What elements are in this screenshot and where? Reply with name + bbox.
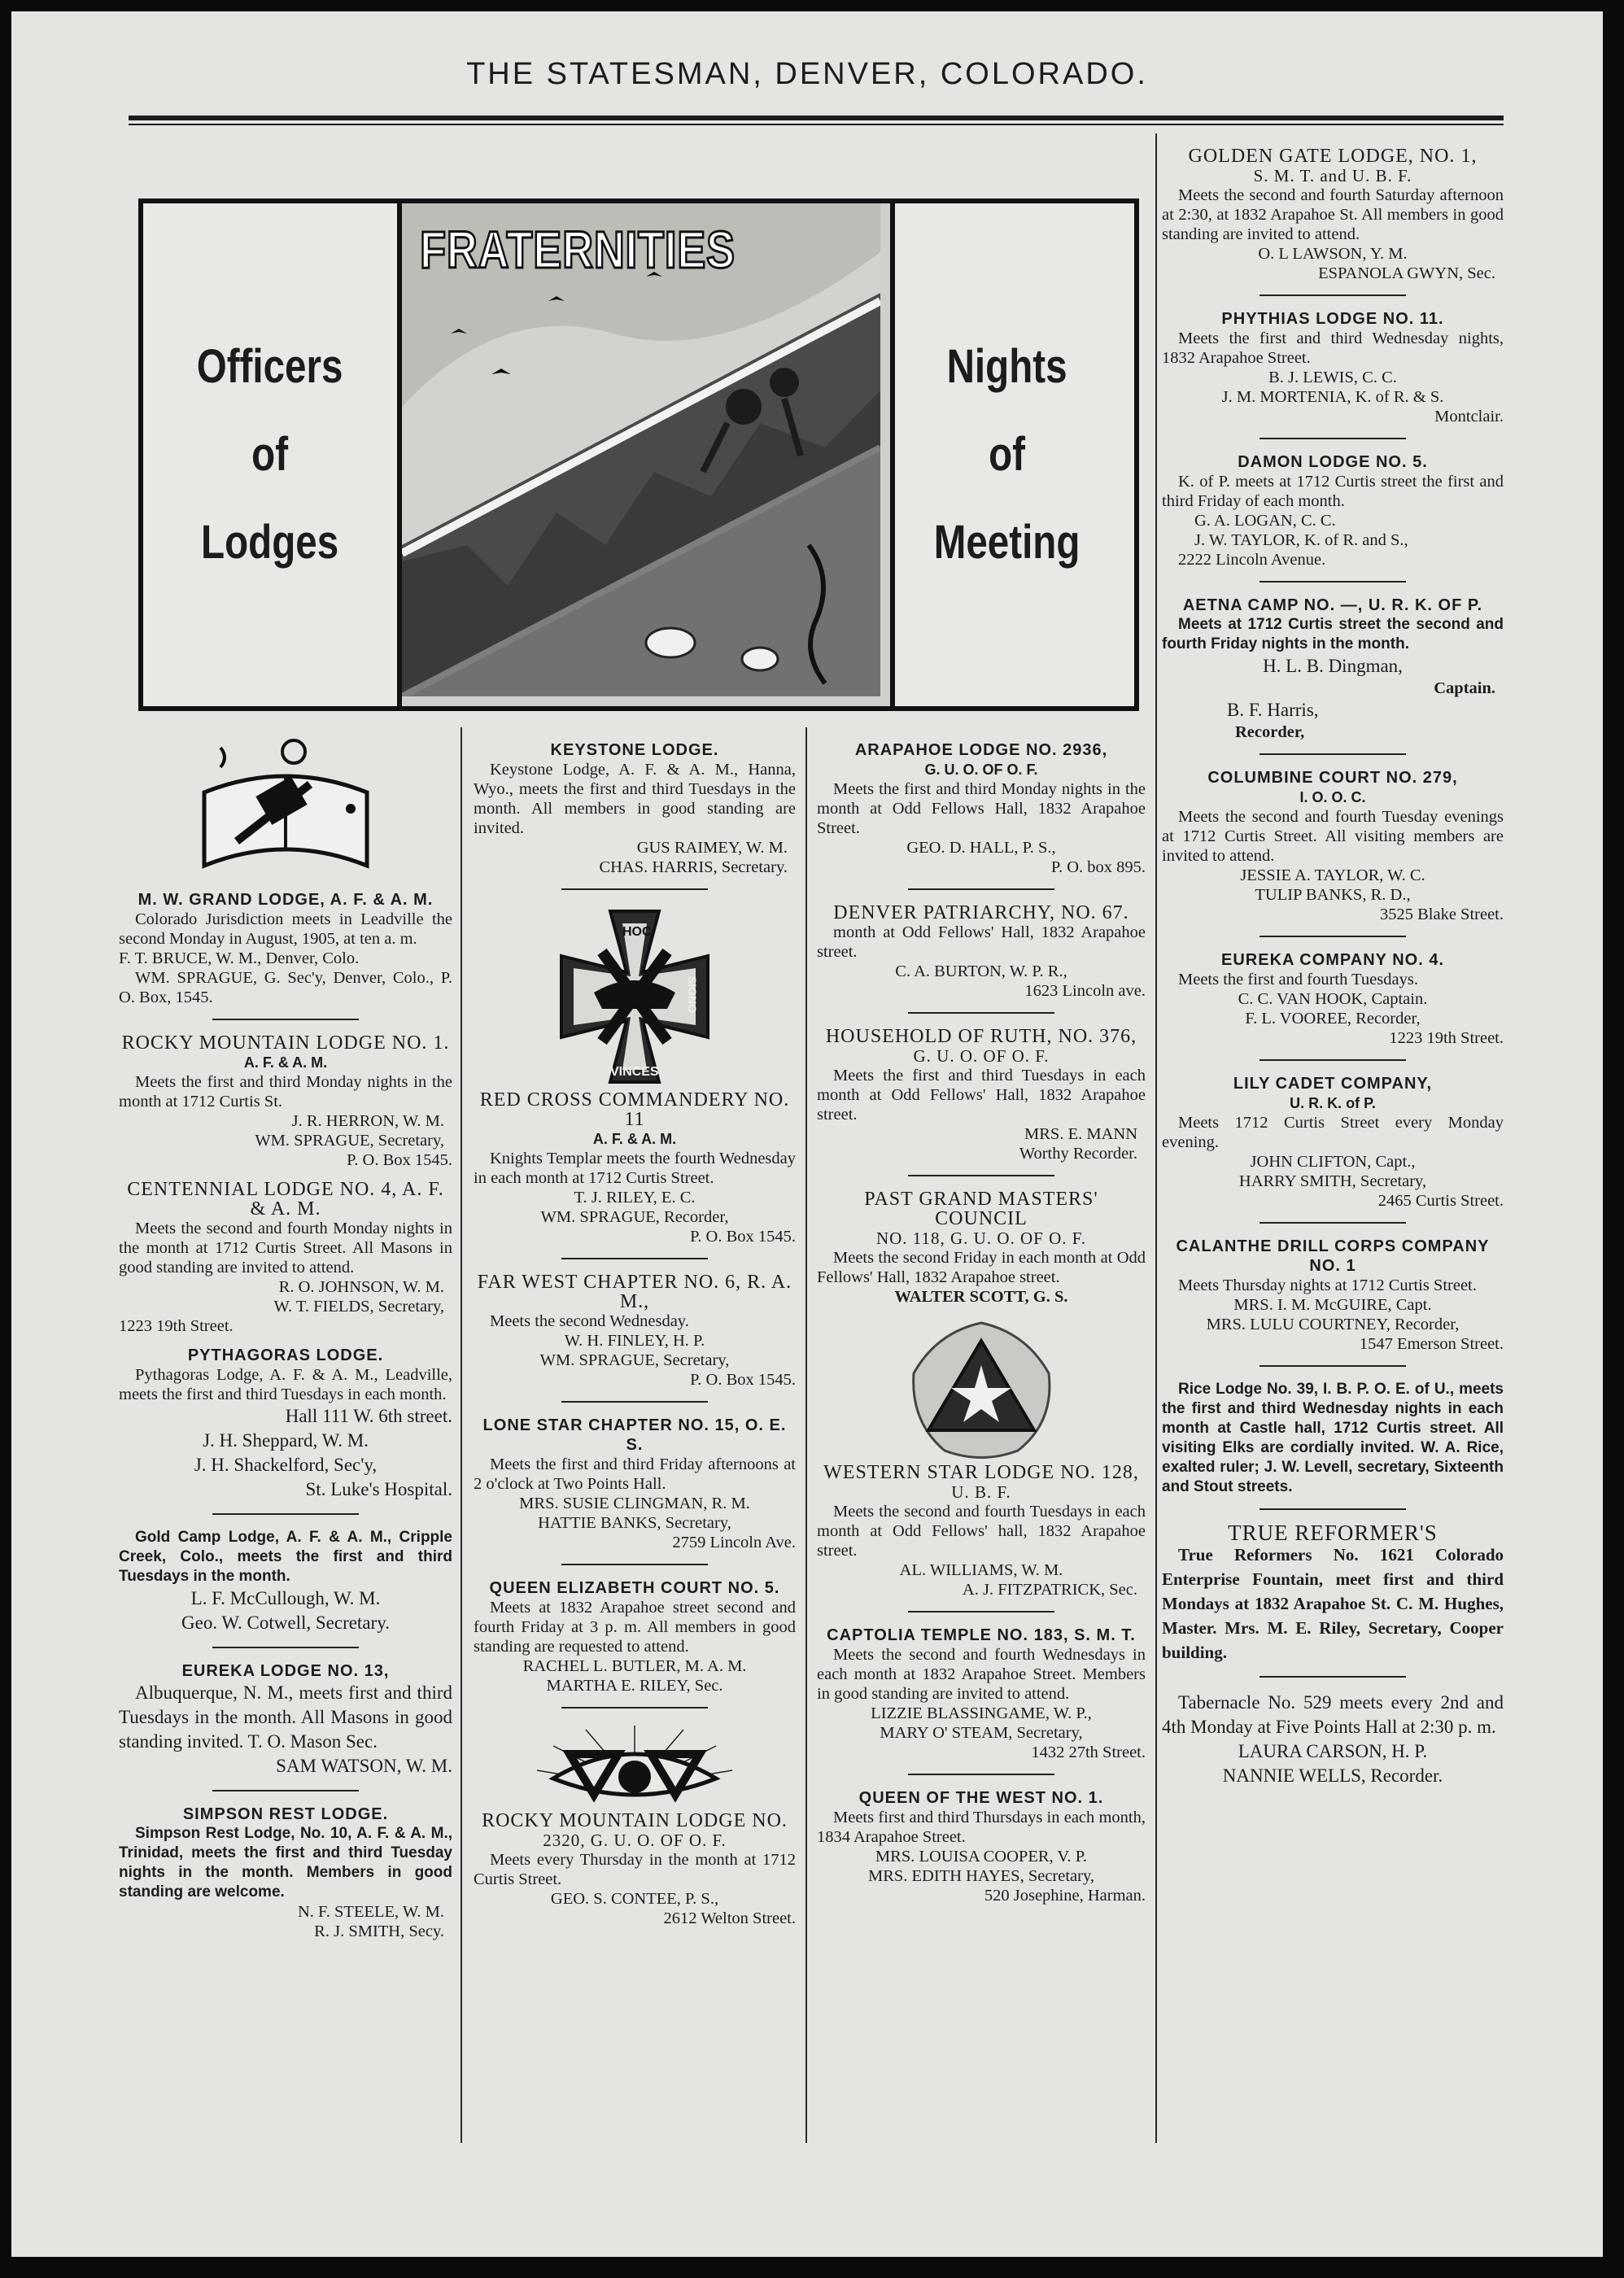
cross-motto-signo: SIGNO — [686, 976, 699, 1014]
western-star-lodge-notice: WESTERN STAR LODGE NO. 128, U. B. F. Meets the second and fourth Tuesdays in each month at Odd Fellows' hall, 1832 Arapahoe street. AL. WILLIAMS, W. M. A. J. FITZPATRICK, Sec. — [817, 1462, 1146, 1599]
golden-gate-lodge-notice: GOLDEN GATE LODGE, NO. 1, S. M. T. and U. B. F. Meets the second and fourth Saturday afternoon at 2:30, at 1832 Arapahoe St. All members in good standing are invited to attend. O. L LAWSON, Y. M. ESPANOLA GWYN, Sec. — [1162, 146, 1504, 282]
lily-cadet-company-notice: LILY CADET COMPANY, U. R. K. of P. Meets 1712 Curtis Street every Monday evening. JOHN CLIFTON, Capt., HARRY SMITH, Secretary, 2465 Curtis Street. — [1162, 1075, 1504, 1210]
separator — [1259, 1059, 1406, 1061]
centennial-lodge-notice: CENTENNIAL LODGE NO. 4, A. F. & A. M. Meets the second and fourth Monday nights in the month at 1712 Curtis Street. All Masons in good standing are invited to attend. R. O. JOHNSON, W. M. W. T. FIELDS, Secretary, 1223 19th Street. — [119, 1179, 452, 1335]
running-header: THE STATESMAN, DENVER, COLORADO. — [466, 57, 1148, 91]
newspaper-page — [11, 11, 1603, 2257]
separator — [1259, 1365, 1406, 1367]
knights-templar-cross-emblem — [545, 903, 724, 1090]
column-divider-2 — [805, 727, 807, 2143]
banner-right-text: Nights of Meeting — [934, 340, 1080, 569]
lone-star-chapter-notice: LONE STAR CHAPTER NO. 15, O. E. S. Meets the first and third Friday afternoons at 2 o'clock at Two Points Hall. MRS. SUSIE CLINGMAN, R. M. HATTIE BANKS, Secretary, 2759 Lincoln Ave. — [474, 1416, 796, 1551]
separator — [212, 1019, 359, 1020]
separator — [908, 1774, 1054, 1775]
rocky-mountain-lodge-notice: ROCKY MOUNTAIN LODGE NO. 1. A. F. & A. M. Meets the first and third Monday nights in the month at 1712 Curtis St. J. R. HERRON, W. M. WM. SPRAGUE, Secretary, P. O. Box 1545. — [119, 1032, 452, 1169]
column-3 — [817, 740, 1146, 1915]
separator — [561, 1401, 708, 1403]
separator — [1259, 753, 1406, 755]
banner-left-panel — [143, 203, 397, 706]
queen-of-the-west-notice: QUEEN OF THE WEST NO. 1. Meets first and third Thursdays in each month, 1834 Arapahoe Street. MRS. LOUISA COOPER, V. P. MRS. EDITH HAYES, Secretary, 520 Josephine, Harman. — [817, 1789, 1146, 1905]
banner-title: FRATERNITIES — [420, 220, 736, 279]
columbine-court-notice: COLUMBINE COURT NO. 279, I. O. O. C. Meets the second and fourth Tuesday evenings at 1712 Curtis Street. All visiting members are invited to attend. JESSIE A. TAYLOR, W. C. TULIP BANKS, R. D., 3525 Blake Street. — [1162, 769, 1504, 923]
separator — [908, 1611, 1054, 1612]
eureka-lodge-notice: EUREKA LODGE NO. 13, Albuquerque, N. M., meets first and third Tuesdays in the month. All Masons in good standing invited. T. O. Mason Sec. SAM WATSON, W. M. — [119, 1662, 452, 1776]
far-west-chapter-notice: FAR WEST CHAPTER NO. 6, R. A. M., Meets the second Wednesday. W. H. FINLEY, H. P. WM. SPRAGUE, Secretary, P. O. Box 1545. — [477, 1272, 796, 1389]
simpson-rest-lodge-notice: SIMPSON REST LODGE. Simpson Rest Lodge, No. 10, A. F. & A. M., Trinidad, meets the first and third Tuesday nights in the month. Members in good standing are welcome. N. F. STEELE, W. M. R. J. SMITH, Secy. — [119, 1805, 452, 1940]
banner-right-panel — [885, 203, 1129, 706]
separator — [908, 888, 1054, 890]
aetna-camp-notice: AETNA CAMP NO. —, U. R. K. OF P. Meets at 1712 Curtis street the second and fourth Friday nights in the month. H. L. B. Dingman, Captain. B. F. Harris, Recorder, — [1162, 596, 1504, 741]
red-cross-commandery-notice: RED CROSS COMMANDERY NO. 11 A. F. & A. M. Knights Templar meets the fourth Wednesday in each month at 1712 Curtis Street. T. J. RILEY, E. C. WM. SPRAGUE, Recorder, P. O. Box 1545. — [474, 1089, 796, 1246]
keystone-lodge-notice: KEYSTONE LODGE. Keystone Lodge, A. F. & A. M., Hanna, Wyo., meets the first and third Tuesdays in the month. All members in good standing are invited. GUS RAIMEY, W. M. CHAS. HARRIS, Secretary. — [474, 741, 796, 876]
pythagoras-lodge-notice: PYTHAGORAS LODGE. Pythagoras Lodge, A. F. & A. M., Leadville, meets the first and third Tuesdays in each month. Hall 111 W. 6th street. J. H. Sheppard, W. M. J. H. Shackelford, Sec'y, St. Luke's Hospital. — [119, 1346, 452, 1499]
column-2 — [474, 740, 796, 1938]
calanthe-drill-corps-notice: CALANTHE DRILL CORPS COMPANY NO. 1 Meets Thursday nights at 1712 Curtis Street. MRS. I. M. McGUIRE, Capt. MRS. LULU COURTNEY, Recorder, 1547 Emerson Street. — [1176, 1237, 1504, 1353]
true-reformers-notice: TRUE REFORMER'S True Reformers No. 1621 Colorado Enterprise Fountain, meet first and third Mondays at 1832 Arapahoe St. C. M. Hughes, Master. Mrs. M. E. Riley, Secretary, Cooper building. — [1162, 1521, 1504, 1662]
banner-illustration — [397, 203, 895, 706]
column-divider-1 — [461, 727, 462, 2143]
column-1 — [119, 727, 452, 1951]
all-seeing-eye-emblem — [521, 1722, 749, 1811]
separator — [1259, 1222, 1406, 1224]
column-4 — [1162, 146, 1504, 1798]
column-divider-3 — [1155, 133, 1157, 2143]
separator — [561, 1258, 708, 1259]
separator — [212, 1790, 359, 1791]
cross-motto-vinces: VINCES — [610, 1065, 659, 1079]
header-rule — [129, 116, 1504, 120]
separator — [1259, 1508, 1406, 1510]
rice-lodge-notice: Rice Lodge No. 39, I. B. P. O. E. of U., meets the first and third Wednesday nights in each month at Castle hall, 1712 Curtis street. All visiting Elks are cordially invited. W. A. Rice, exalted ruler; J. W. Levell, secretary, Sixteenth and Stout streets. — [1162, 1381, 1504, 1495]
separator — [908, 1175, 1054, 1176]
gold-camp-lodge-notice: Gold Camp Lodge, A. F. & A. M., Cripple Creek, Colo., meets the first and third Tuesdays in the month. L. F. McCullough, W. M. Geo. W. Cotwell, Secretary. — [119, 1529, 452, 1633]
separator — [908, 1012, 1054, 1014]
household-of-ruth-notice: HOUSEHOLD OF RUTH, NO. 376, G. U. O. OF O. F. Meets the first and third Tuesdays in each month at Odd Fellows' Hall, 1832 Arapahoe street. MRS. E. MANN Worthy Recorder. — [817, 1026, 1146, 1163]
separator — [561, 1707, 708, 1708]
separator — [1259, 581, 1406, 583]
fraternities-banner — [138, 199, 1139, 711]
past-grand-masters-council-notice: PAST GRAND MASTERS' COUNCIL NO. 118, G. U. O. OF O. F. Meets the second Friday in each month at Odd Fellows' Hall, 1832 Arapahoe street. WALTER SCOTT, G. S. — [817, 1189, 1146, 1306]
queen-elizabeth-court-notice: QUEEN ELIZABETH COURT NO. 5. Meets at 1832 Arapahoe street second and fourth Friday at 3 p. m. All members in good standing are requested to attend. RACHEL L. BUTLER, M. A. M. MARTHA E. RILEY, Sec. — [474, 1579, 796, 1695]
separator — [1259, 1676, 1406, 1678]
captolia-temple-notice: CAPTOLIA TEMPLE NO. 183, S. M. T. Meets the second and fourth Wednesdays in each month at 1832 Arapahoe Street. Members in good standing are invited to attend. LIZZIE BLASSINGAME, W. P., MARY O' STEAM, Secretary, 1432 27th Street. — [817, 1626, 1146, 1761]
separator — [561, 888, 708, 890]
banner-left-text: Officers of Lodges — [197, 340, 343, 569]
separator — [1259, 438, 1406, 439]
cross-motto-hoc: HOC — [622, 925, 652, 939]
separator — [212, 1513, 359, 1515]
star-triangle-emblem — [904, 1316, 1059, 1463]
rocky-mountain-lodge-2320-notice: ROCKY MOUNTAIN LODGE NO. 2320, G. U. O. OF O. F. Meets every Thursday in the month at 1712 Curtis Street. GEO. S. CONTEE, P. S., 2612 Welton Street. — [474, 1810, 796, 1927]
grand-lodge-notice: M. W. GRAND LODGE, A. F. & A. M. Colorado Jurisdiction meets in Leadville the second Monday in August, 1905, at ten a. m. F. T. BRUCE, W. M., Denver, Colo. WM. SPRAGUE, G. Sec'y, Denver, Colo., P. O. Box, 1545. — [119, 891, 452, 1006]
separator — [1259, 936, 1406, 937]
separator — [212, 1647, 359, 1648]
arapahoe-lodge-notice: ARAPAHOE LODGE NO. 2936, G. U. O. OF O. F. Meets the first and third Monday nights in the month at Odd Fellows Hall, 1832 Arapahoe Street. GEO. D. HALL, P. S., P. O. box 895. — [817, 741, 1146, 876]
separator — [1259, 295, 1406, 296]
phythias-lodge-notice: PHYTHIAS LODGE NO. 11. Meets the first and third Wednesday nights, 1832 Arapahoe Street. B. J. LEWIS, C. C. J. M. MORTENIA, K. of R. & S. Montclair. — [1162, 310, 1504, 425]
denver-patriarchy-notice: DENVER PATRIARCHY, NO. 67. month at Odd Fellows' Hall, 1832 Arapahoe street. C. A. BURTON, W. P. R., 1623 Lincoln ave. — [817, 902, 1146, 1000]
tabernacle-notice: Tabernacle No. 529 meets every 2nd and 4th Monday at Five Points Hall at 2:30 p. m. LAURA CARSON, H. P. NANNIE WELLS, Recorder. — [1162, 1692, 1504, 1786]
header-rule-thin — [129, 124, 1504, 125]
damon-lodge-notice: DAMON LODGE NO. 5. K. of P. meets at 1712 Curtis street the first and third Friday of each month. G. A. LOGAN, C. C. J. W. TAYLOR, K. of R. and S., 2222 Lincoln Avenue. — [1162, 453, 1504, 569]
masonic-bible-emblem — [188, 727, 383, 890]
eureka-company-notice: EUREKA COMPANY NO. 4. Meets the first and fourth Tuesdays. C. C. VAN HOOK, Captain. F. L. VOOREE, Recorder, 1223 19th Street. — [1178, 951, 1504, 1047]
separator — [561, 1564, 708, 1565]
